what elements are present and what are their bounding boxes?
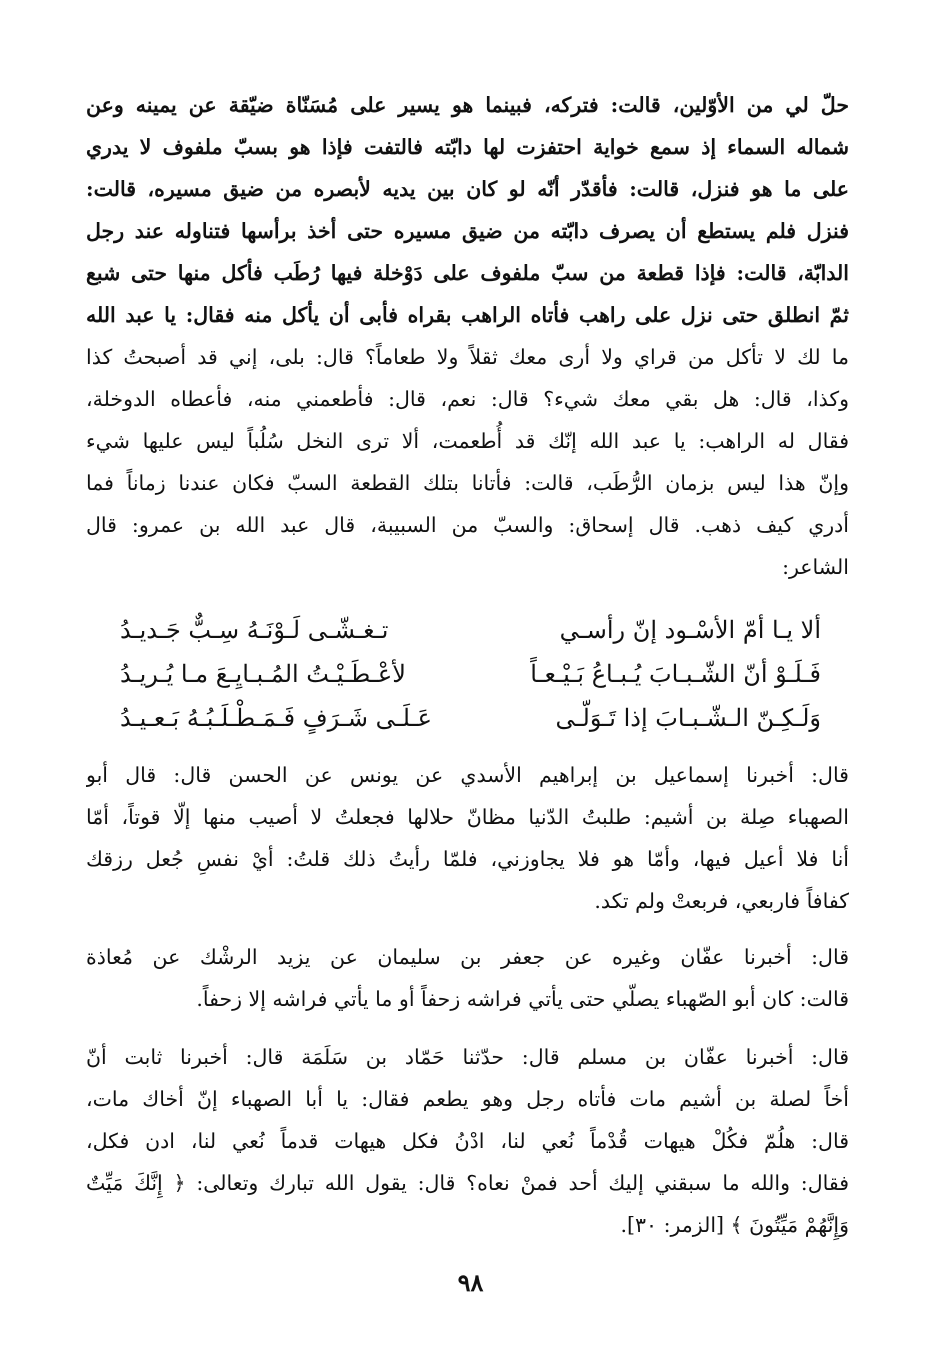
text-line: الدابّة، قالت: فإذا قطعة من سبّ ملفوف على دَوْخلة فيها رُطَب فأكل منها حتى شبع [86, 261, 849, 285]
poem [120, 608, 821, 740]
text-line: الصهباء صِلة بن أشيم: طلبتُ الدّنيا مظانّ حلالها فجعلتُ لا أصيب منها إلّا قوتاً، أمّا [86, 805, 849, 829]
paragraph-muadha [86, 936, 849, 1020]
verse-first-hemistich: ألا يـا أمّ الأسْـود إنّ رأسـي [559, 616, 821, 644]
paragraph-sila-ibn-ashyam [86, 754, 849, 922]
text-line: كفافاً فاربعي، فربعتْ ولم تكد. [594, 889, 849, 913]
text-line: فنزل فلم يستطع أن يصرف دابّته من ضيق مسيره حتى أخذ برأسها فتناوله عند رجل [86, 219, 849, 243]
text-line: قالت: كان أبو الصّهباء يصلّي حتى يأتي فراشه زحفاً أو ما يأتي فراشه إلا زحفاً. [196, 987, 849, 1011]
poem-verse [120, 696, 821, 740]
poem-verse [120, 652, 821, 696]
text-line: شماله السماء إذ سمع خواية احتفزت لها دابّته فالتفت فإذا هو بسبّ ملفوف لا يدري [86, 135, 849, 159]
text-line: قال: هلُمّ فكُلْ هيهات قُدْماً نُعي لنا، ادْنُ فكل هيهات قدماً نُعي لنا، ادن فكل، [86, 1129, 849, 1153]
text-line: أخاً لصلة بن أشيم مات فأتاه رجل وهو يطعم فقال: يا أبا الصهباء إنّ أخاك مات، [86, 1087, 849, 1111]
text-line: حلّ لي من الأوّلين، قالت: فتركه، فبينما هو يسير على مُسَنّاة ضيّقة عن يمينه وعن [86, 93, 849, 117]
verse-second-hemistich: تـغـشّـى لَـوْنَـهُ سِـبٌّ جَـديـدُ [120, 616, 389, 644]
text-line: ما لك لا تأكل من قراي ولا أرى معك ثقلاً ولا طعاماً؟ قال: بلى، إني قد أصبحتُ كذا [86, 345, 849, 369]
paragraph-tale-of-sabb [86, 84, 849, 588]
verse-first-hemistich: فَـلَـوْ أنّ الشّـبـابَ يُـبـاعُ بَـيْـعـاً [530, 660, 821, 688]
text-line: وَإِنَّهُمْ مَيِّتُونَ ﴾ [الزمر: ٣٠]. [620, 1213, 849, 1237]
verse-second-hemistich: لأعْـطَـيْـتُ المُـبـايِـعَ مـا يُـريـدُ [120, 660, 406, 688]
text-line: قال: أخبرنا عفّان بن مسلم قال: حدّثنا حَمّاد بن سَلَمَة قال: أخبرنا ثابت أنّ [86, 1045, 849, 1069]
verse-first-hemistich: وَلَـكِـنّ الـشّـبـابَ إذا تَـوَلّـى [555, 704, 821, 732]
text-line: قال: أخبرنا إسماعيل بن إبراهيم الأسدي عن يونس عن الحسن قال: قال أبو [86, 763, 849, 787]
text-line: فقال: والله ما سبقني إليك أحد فمنْ نعاه؟ قال: يقول الله تبارك وتعالى: ﴿ إِنَّكَ مَيِّتٌ [86, 1171, 849, 1195]
text-line: قال: أخبرنا عفّان وغيره عن جعفر بن سليمان عن يزيد الرشْك عن مُعاذة [86, 945, 849, 969]
poem-verse [120, 608, 821, 652]
text-line: وكذا، قال: هل بقي معك شيء؟ قال: نعم، قال: فأطعمني منه، فأعطاه الدوخلة، [86, 387, 849, 411]
verse-second-hemistich: عَـلَـى شَـرَفٍ فَـمَـطْـلَـبُـهُ بَـعـيـدُ [120, 704, 432, 732]
text-line: وإنّ هذا ليس بزمان الرُّطَب، قالت: فأتانا بتلك القطعة السبّ فكان عندنا زماناً فما [86, 471, 849, 495]
text-line: على ما هو فنزل، قالت: فأقدّر أنّه لو كان بين يديه لأبصره من ضيق مسيره، قالت: [86, 177, 849, 201]
text-line: ثمّ انطلق حتى نزل على راهب فأتاه الراهب بقراه فأبى أن يأكل منه فقال: يا عبد الله [86, 303, 849, 327]
text-line: أدري كيف ذهب. قال إسحاق: والسبّ من السبيبة، قال عبد الله بن عمرو: قال [86, 513, 849, 537]
text-line: فقال له الراهب: يا عبد الله إنّك قد أُطعمت، ألا ترى النخل سُلُباً ليس عليها شيء [86, 429, 849, 453]
page-number: ٩٨ [457, 1268, 484, 1297]
text-line: الشاعر: [782, 555, 849, 579]
text-line: أنا فلا أعيل فيها، وأمّا هو فلا يجاوزني، فلمّا رأيتُ ذلك قلتُ: أيْ نفسِ جُعل رزقك [86, 847, 849, 871]
paragraph-brother-death [86, 1036, 849, 1246]
